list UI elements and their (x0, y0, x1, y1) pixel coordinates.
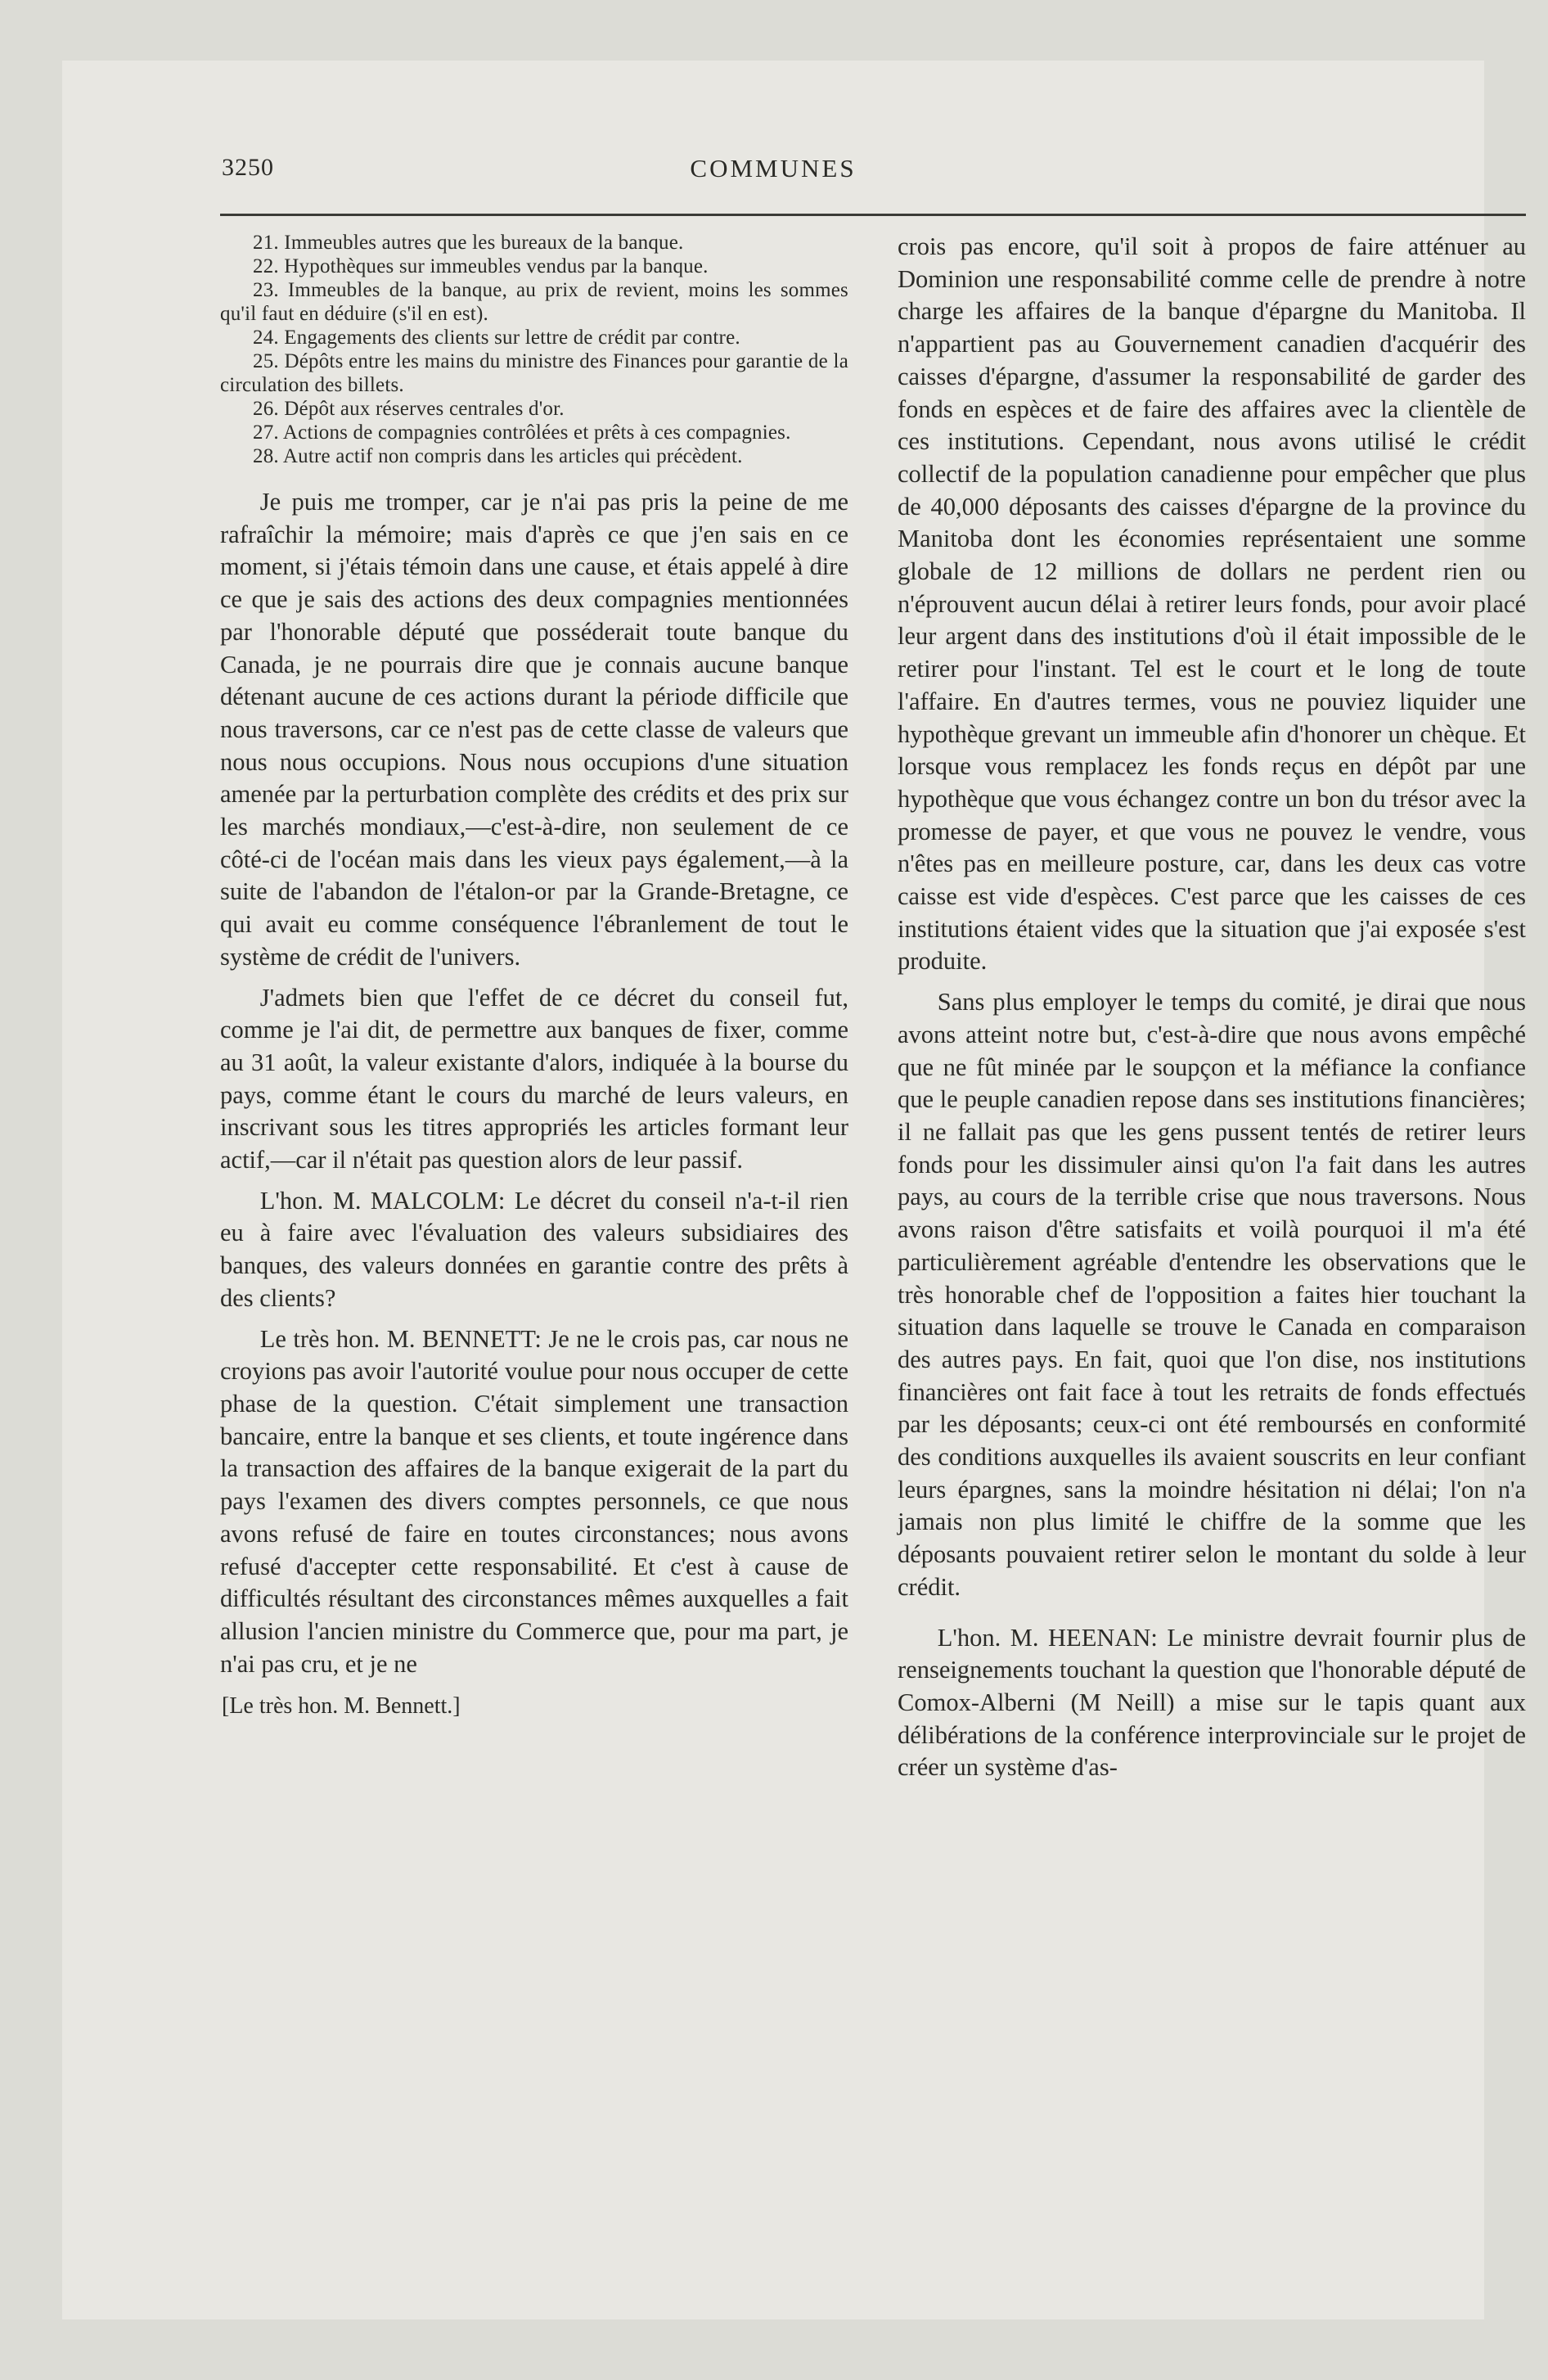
list-item: 27. Actions de compagnies contrôlées et prêts à ces compagnies. (253, 421, 791, 444)
paragraph: Je puis me tromper, car je n'ai pas pris la peine de me rafraîchir la mémoire; mais d'après ce que j'en sais en ce moment, si j'étais témoin dans une cause, et étais appelé à dire ce que je sais des actions des deux compagnies mentionnées par l'honorable député que posséderait toute banque du Canada, je ne pourrais dire que je connais aucune banque détenant aucune de ces actions durant la période difficile que nous traversons, car ce n'est pas de cette classe de valeurs que nous nous occupions. Nous nous occupions d'une situation amenée par la perturbation complète des crédits et des prix sur les marchés mondiaux,—c'est-à-dire, non seulement de ce côté-ci de l'océan mais dans les vieux pays également,—à la suite de l'abandon de l'étalon-or par la Grande-Bretagne, ce qui avait eu comme conséquence l'ébranlement de tout le système de crédit de l'univers. (220, 488, 848, 971)
list-item: 21. Immeubles autres que les bureaux de la banque. (253, 232, 684, 254)
list-item: 22. Hypothèques sur immeubles vendus par la banque. (253, 255, 709, 277)
header-rule (220, 214, 1526, 216)
right-column (898, 231, 1526, 1784)
list-item: 25. Dépôts entre les mains du ministre des Finances pour garantie de la circulation des billets. (220, 350, 848, 396)
running-title: COMMUNES (690, 154, 857, 183)
speaker-name: Le très hon. M. BENNETT: (259, 1324, 542, 1353)
paragraph: J'admets bien que l'effet de ce décret du conseil fut, comme je l'ai dit, de permettre aux banques de fixer, comme au 31 août, la valeur existante d'alors, indiquée à la bourse du pays, comme étant le cours du marché de leurs valeurs, en inscrivant sous les titres appropriés les articles formant leur actif,—car il n'était pas question alors de leur passif. (220, 983, 848, 1174)
page-sheet (62, 61, 1526, 2319)
page-number: 3250 (222, 154, 274, 181)
balance-sheet-list (220, 231, 848, 468)
list-item: 23. Immeubles de la banque, au prix de revient, moins les sommes qu'il faut en déduire (s'il en est). (220, 279, 848, 325)
speech-bennett (220, 1323, 848, 1681)
list-item: 26. Dépôt aux réserves centrales d'or. (253, 398, 565, 420)
speech-malcolm (220, 1185, 848, 1315)
speaker-footer-note: [Le très hon. M. Bennett.] (222, 1693, 461, 1720)
left-column (220, 231, 848, 1721)
speaker-name: L'hon. M. HEENAN: (937, 1623, 1158, 1652)
paragraph-continued: crois pas encore, qu'il soit à propos de faire atténuer au Dominion une responsabilité comme celle de prendre à notre charge les affaires de la banque d'épargne du Manitoba. Il n'appartient pas au Gouvernement canadien d'acquérir des caisses d'épargne, d'assumer la responsabilité de garder des fonds en espèces et de faire des affaires avec la clientèle de ces institutions. Cependant, nous avons utilisé le crédit collectif de la population canadienne pour empêcher que plus de 40,000 déposants des caisses d'épargne de la province du Manitoba dont les économies représentaient une somme globale de 12 millions de dollars ne perdent rien ou n'éprouvent aucun délai à retirer leurs fonds, pour avoir placé leur argent dans des institutions d'où il était impossible de le retirer pour l'instant. Tel est le court et le long de toute l'affaire. En d'autres termes, vous ne pouviez liquider une hypothèque grevant un immeuble afin d'honorer un chèque. Et lorsque vous remplacez les fonds reçus en dépôt par une hypothèque que vous échangez contre un bon du trésor avec la promesse de payer, et que vous ne pouvez le vendre, vous n'êtes pas en meilleure posture, car, dans les deux cas votre caisse est vide d'espèces. C'est parce que les caisses de ces institutions étaient vides que la situation que j'ai exposée s'est produite. (898, 232, 1526, 976)
speech-heenan (898, 1622, 1526, 1785)
speaker-name: L'hon. M. MALCOLM: (259, 1186, 506, 1215)
speech-text: Je ne le crois pas, car nous ne croyions pas avoir l'autorité voulue pour nous occuper de cette phase de la question. C'était simplement une transaction bancaire, entre la banque et ses clients, et toute ingérence dans la transaction des affaires de la banque exigerait de la part du pays l'examen des divers comptes personnels, ce que nous avons refusé de faire en toutes circonstances; nous avons refusé d'accepter cette responsabilité. Et c'est à cause de difficultés résultant des circonstances mêmes auxquelles a fait allusion l'ancien ministre du Commerce que, pour ma part, je n'ai pas cru, et je ne (220, 1324, 848, 1678)
speech-text: Le ministre devrait fournir plus de renseignements touchant la question que l'honorable député de Comox-Alberni (M Neill) a mise sur le tapis quant aux délibérations de la conférence interprovinciale sur le projet de créer un système d'as- (898, 1623, 1526, 1782)
list-item: 24. Engagements des clients sur lettre de crédit par contre. (253, 327, 740, 349)
list-item: 28. Autre actif non compris dans les articles qui précèdent. (253, 445, 743, 467)
speech-text: Le décret du conseil n'a-t-il rien eu à faire avec l'évaluation des valeurs subsidiaires des banques, des valeurs données en garantie contre des prêts à des clients? (220, 1186, 848, 1312)
paragraph: Sans plus employer le temps du comité, je dirai que nous avons atteint notre but, c'est-à-dire que nous avons empêché que ne fût minée par le soupçon et la méfiance la confiance que le peuple canadien repose dans ses institutions financières; il ne fallait pas que les gens pussent tentés de retirer leurs fonds pour les dissimuler ainsi qu'on l'a fait dans les autres pays, au cours de la terrible crise que nous traversons. Nous avons raison d'être satisfaits et voilà pourquoi il m'a été particulièrement agréable d'entendre les observations que le très honorable chef de l'opposition a faites hier touchant la situation dans laquelle se trouve le Canada en comparaison des autres pays. En fait, quoi que l'on dise, nos institutions financières ont fait face à tout les retraits de fonds effectués par les déposants; ceux-ci ont été remboursés en conformité des conditions auxquelles ils avaient souscrits en leur confiant leurs épargnes, sans la moindre hésitation ni délai; l'on n'a jamais non plus limité le chiffre de la somme que les déposants pouvaient retirer selon le montant du solde à leur crédit. (898, 988, 1526, 1601)
